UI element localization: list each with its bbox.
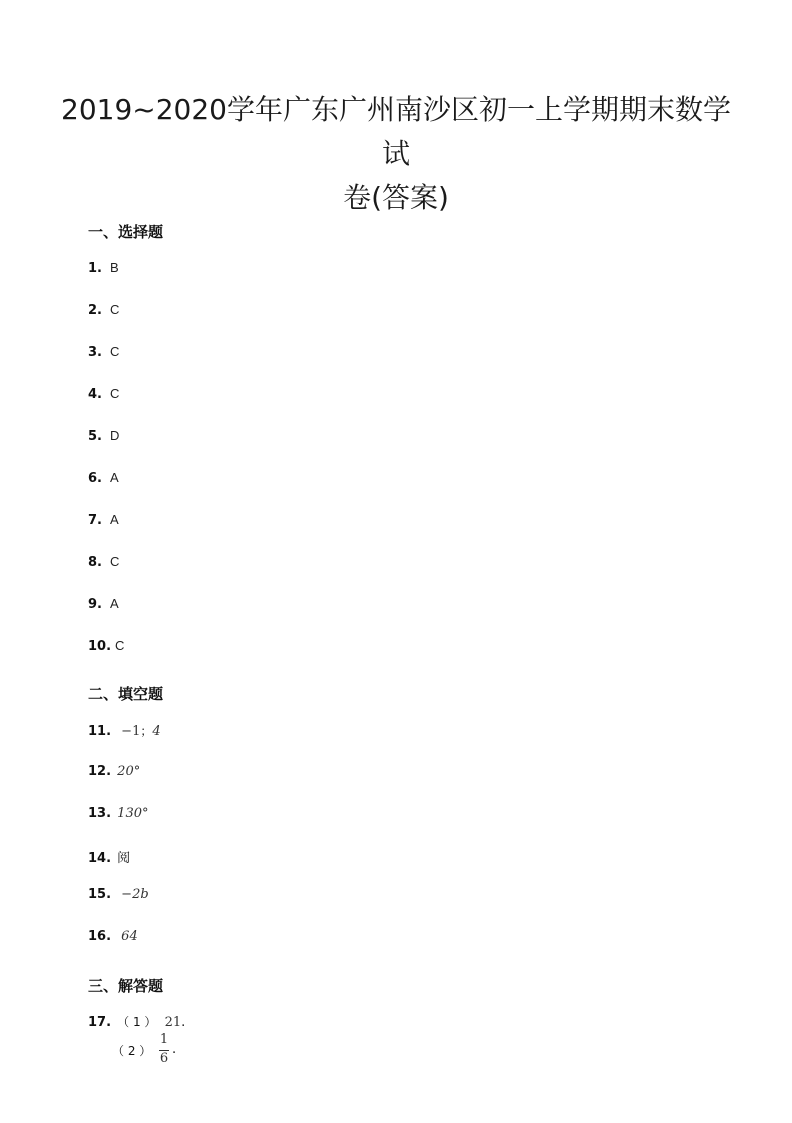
choice-item-3 bbox=[88, 344, 119, 360]
title-line-1: 2019~2020学年广东广州南沙区初一上学期期末数学试 bbox=[61, 93, 731, 170]
item-answer: A bbox=[109, 470, 119, 485]
item-answer-2: 4 bbox=[152, 724, 161, 739]
item-number: 13. bbox=[88, 806, 112, 821]
part-2-period: . bbox=[172, 1042, 177, 1057]
item-number: 10. bbox=[88, 639, 112, 654]
item-number: 2. bbox=[88, 303, 102, 318]
item-number: 3. bbox=[88, 345, 102, 360]
title-line-2: 卷(答案) bbox=[343, 181, 449, 214]
item-number: 6. bbox=[88, 471, 102, 486]
fill-item-16 bbox=[88, 929, 138, 944]
fraction-denominator: 6 bbox=[159, 1051, 169, 1066]
fill-item-12 bbox=[88, 764, 140, 779]
item-answer: 20° bbox=[117, 764, 141, 779]
item-number: 5. bbox=[88, 429, 102, 444]
fraction-numerator: 1 bbox=[159, 1032, 169, 1047]
item-number: 11. bbox=[88, 724, 112, 739]
choice-item-7 bbox=[88, 512, 119, 528]
item-answer: D bbox=[109, 428, 120, 443]
section-heading-fill: 二、填空题 bbox=[88, 685, 164, 703]
item-answer: C bbox=[109, 554, 120, 569]
item-number: 8. bbox=[88, 555, 102, 570]
choice-item-1 bbox=[88, 260, 119, 276]
choice-item-9 bbox=[88, 596, 119, 612]
section-heading-solve: 三、解答题 bbox=[88, 977, 164, 995]
item-number: 17. bbox=[88, 1015, 112, 1030]
item-answer: 阅 bbox=[117, 851, 131, 866]
item-number: 15. bbox=[88, 887, 112, 902]
choice-item-6 bbox=[88, 470, 119, 486]
part-1-period: . bbox=[181, 1015, 186, 1030]
fill-item-11 bbox=[88, 722, 161, 739]
choice-item-4 bbox=[88, 386, 119, 402]
item-answer: C bbox=[109, 386, 120, 401]
item-number: 7. bbox=[88, 513, 102, 528]
fill-item-14 bbox=[88, 847, 130, 866]
choice-item-2 bbox=[88, 302, 119, 318]
part-2-label: （ 2 ） bbox=[112, 1044, 152, 1058]
item-number: 14. bbox=[88, 851, 112, 866]
answer-separator: ； bbox=[140, 724, 153, 738]
item-number: 12. bbox=[88, 764, 112, 779]
solve-item-17 bbox=[88, 1013, 185, 1030]
item-number: 1. bbox=[88, 261, 102, 276]
item-answer: C bbox=[115, 638, 125, 653]
document-title bbox=[60, 88, 732, 220]
item-answer: 64 bbox=[121, 929, 138, 944]
item-number: 16. bbox=[88, 929, 112, 944]
section-heading-choice: 一、选择题 bbox=[88, 223, 164, 241]
item-answer: C bbox=[109, 302, 120, 317]
fill-item-13 bbox=[88, 806, 149, 821]
item-answer: 130° bbox=[117, 806, 149, 821]
item-answer: −2b bbox=[121, 887, 149, 902]
fill-item-15 bbox=[88, 887, 149, 902]
item-answer: C bbox=[109, 344, 120, 359]
item-answer: A bbox=[109, 512, 119, 527]
part-1-label: （ 1 ） bbox=[117, 1015, 157, 1029]
item-answer: B bbox=[109, 260, 119, 275]
item-answer: A bbox=[109, 596, 119, 611]
choice-item-8 bbox=[88, 554, 119, 570]
part-1-answer: 21 bbox=[164, 1015, 182, 1030]
item-number: 4. bbox=[88, 387, 102, 402]
item-answer-1: −1 bbox=[121, 724, 141, 739]
choice-item-10 bbox=[88, 638, 124, 654]
choice-item-5 bbox=[88, 428, 119, 444]
item-number: 9. bbox=[88, 597, 102, 612]
